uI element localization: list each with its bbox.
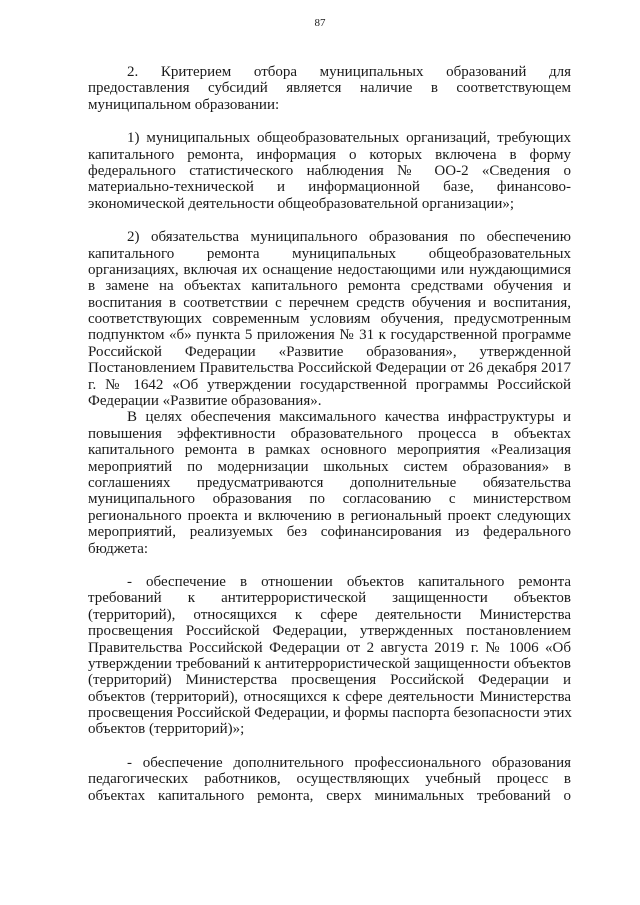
text-line: требований к антитеррористической защищенности объектов	[88, 590, 571, 607]
text-line: - обеспечение дополнительного профессионального образования	[127, 754, 571, 771]
text-line: просвещения Российской Федерации, утвержденных постановлением	[88, 623, 571, 640]
text-line: утверждении требований к антитеррористической защищенности объектов	[88, 655, 571, 672]
page-number: 87	[314, 17, 326, 29]
bullet-item-security	[88, 574, 571, 738]
text-line: предоставления субсидий является наличие в соответствующем	[88, 80, 571, 97]
text-line: Федерации «Развитие образования».	[88, 393, 322, 410]
text-line: мероприятий по модернизации школьных систем образования» в	[88, 458, 571, 475]
text-line: капитального ремонта, информация о которых включена в форму	[88, 146, 571, 163]
text-line: в замене на объектах капитального ремонта средствами обучения и	[88, 278, 571, 295]
text-line: (территорий), относящихся к сфере деятельности Министерства	[88, 606, 571, 623]
text-line: капитального ремонта в рамках основного мероприятия «Реализация	[88, 442, 571, 459]
text-line: мероприятий, реализуемых без софинансирования из федерального	[88, 524, 571, 541]
text-line: - обеспечение в отношении объектов капитального ремонта	[127, 573, 571, 590]
text-line: воспитания в соответствии с перечнем средств обучения и воспитания,	[88, 294, 571, 311]
text-line: повышения эффективности образовательного процесса в объектах	[88, 425, 571, 442]
text-line: 2. Критерием отбора муниципальных образований для	[127, 64, 571, 80]
paragraph-criteria	[88, 64, 571, 113]
text-line: соответствующих современным условиям обучения, предусмотренным	[88, 311, 571, 328]
text-line: просвещения Российской Федерации, и формы паспорта безопасности этих	[88, 705, 572, 722]
text-line: объектов (территорий)»;	[88, 721, 245, 738]
text-line: Правительства Российской Федерации от 2 августа 2019 г. № 1006 «Об	[88, 639, 571, 656]
text-line: материально-технической и информационной базе, финансово-	[88, 179, 571, 196]
text-line: организациях, включая их оснащение недостающими или нуждающимися	[88, 261, 571, 278]
text-line: объектов (территорий), относящихся к сфере деятельности Министерства	[88, 688, 571, 705]
text-line: подпунктом «б» пункта 5 приложения № 31 к государственной программе	[88, 327, 571, 344]
text-line: Постановлением Правительства Российской Федерации от 26 декабря 2017	[88, 360, 571, 377]
bullet-item-education	[88, 755, 571, 804]
text-line: соглашениях предусматриваются дополнительные обязательства	[88, 474, 571, 491]
text-line: 1) муниципальных общеобразовательных организаций, требующих	[127, 130, 571, 147]
text-line: муниципального образования по согласованию с министерством	[88, 491, 571, 508]
paragraph-infrastructure	[88, 409, 571, 557]
text-line: г. № 1642 «Об утверждении государственной программы Российской	[88, 376, 571, 393]
text-line: бюджета:	[88, 540, 149, 557]
text-line: экономической деятельности общеобразовательной организации»;	[88, 195, 515, 212]
text-line: муниципальном образовании:	[88, 96, 280, 113]
text-line: педагогических работников, осуществляющих учебный процесс в	[88, 771, 571, 788]
text-line: 2) обязательства муниципального образования по обеспечению	[127, 229, 571, 246]
text-line: В целях обеспечения максимального качества инфраструктуры и	[127, 409, 571, 426]
text-line: Российской Федерации «Развитие образования», утвержденной	[88, 343, 571, 360]
list-item-1	[88, 130, 571, 212]
text-line: федерального статистического наблюдения № ОО-2 «Сведения о	[88, 162, 571, 179]
text-line: объектах капитального ремонта, сверх минимальных требований о	[88, 787, 571, 804]
text-line: (территорий) Министерства просвещения Российской Федерации и	[88, 672, 571, 689]
text-line: регионального проекта и включению в региональный проект следующих	[88, 507, 571, 524]
list-item-2	[88, 229, 571, 409]
text-line: капитального ремонта муниципальных общеобразовательных	[88, 245, 571, 262]
document-body	[88, 64, 571, 804]
